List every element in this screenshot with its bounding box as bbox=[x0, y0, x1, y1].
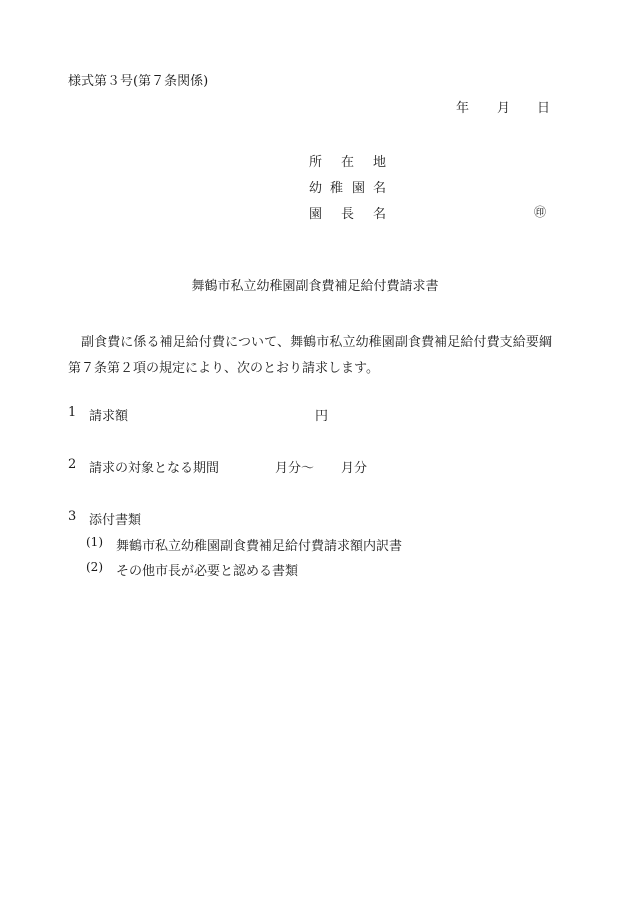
statement-line-1: 副食費に係る補足給付費について、舞鶴市私立幼稚園副食費補足給付費支給要綱 bbox=[81, 335, 553, 350]
kindergarten-label-char: 園 bbox=[352, 181, 366, 196]
address-label-char: 地 bbox=[373, 155, 387, 170]
claim-period-label: 請求の対象となる期間 bbox=[89, 461, 220, 476]
claim-amount-label: 請求額 bbox=[89, 409, 129, 424]
kindergarten-label-char: 名 bbox=[373, 181, 387, 196]
item-number: 3 bbox=[68, 509, 77, 524]
attachments-label: 添付書類 bbox=[89, 513, 142, 528]
address-label-char: 在 bbox=[341, 155, 355, 170]
period-to-unit: 月分 bbox=[341, 461, 368, 476]
kindergarten-label-char: 稚 bbox=[330, 181, 344, 196]
director-label-char: 長 bbox=[341, 207, 355, 222]
statement-line-2: 第７条第２項の規定により、次のとおり請求します。 bbox=[68, 361, 379, 376]
item-number: 2 bbox=[68, 457, 77, 472]
attachment-number: (2) bbox=[86, 560, 103, 574]
item-number: 1 bbox=[68, 405, 77, 420]
address-label-char: 所 bbox=[309, 155, 323, 170]
attachment-item: その他市長が必要と認める書類 bbox=[116, 564, 299, 579]
seal-mark: ㊞ bbox=[534, 205, 547, 219]
date-month-label: 月 bbox=[497, 101, 511, 116]
attachment-number: (1) bbox=[86, 535, 103, 549]
form-number: 様式第３号(第７条関係) bbox=[68, 74, 209, 89]
kindergarten-label-char: 幼 bbox=[309, 181, 323, 196]
date-day-label: 日 bbox=[537, 101, 551, 116]
yen-unit: 円 bbox=[315, 409, 329, 424]
request-statement bbox=[68, 330, 568, 382]
date-year-label: 年 bbox=[456, 101, 470, 116]
period-from-unit: 月分～ bbox=[275, 461, 315, 476]
director-label-char: 名 bbox=[373, 207, 387, 222]
director-label-char: 園 bbox=[309, 207, 323, 222]
document-title: 舞鶴市私立幼稚園副食費補足給付費請求書 bbox=[191, 279, 439, 294]
attachment-item: 舞鶴市私立幼稚園副食費補足給付費請求額内訳書 bbox=[116, 539, 403, 554]
